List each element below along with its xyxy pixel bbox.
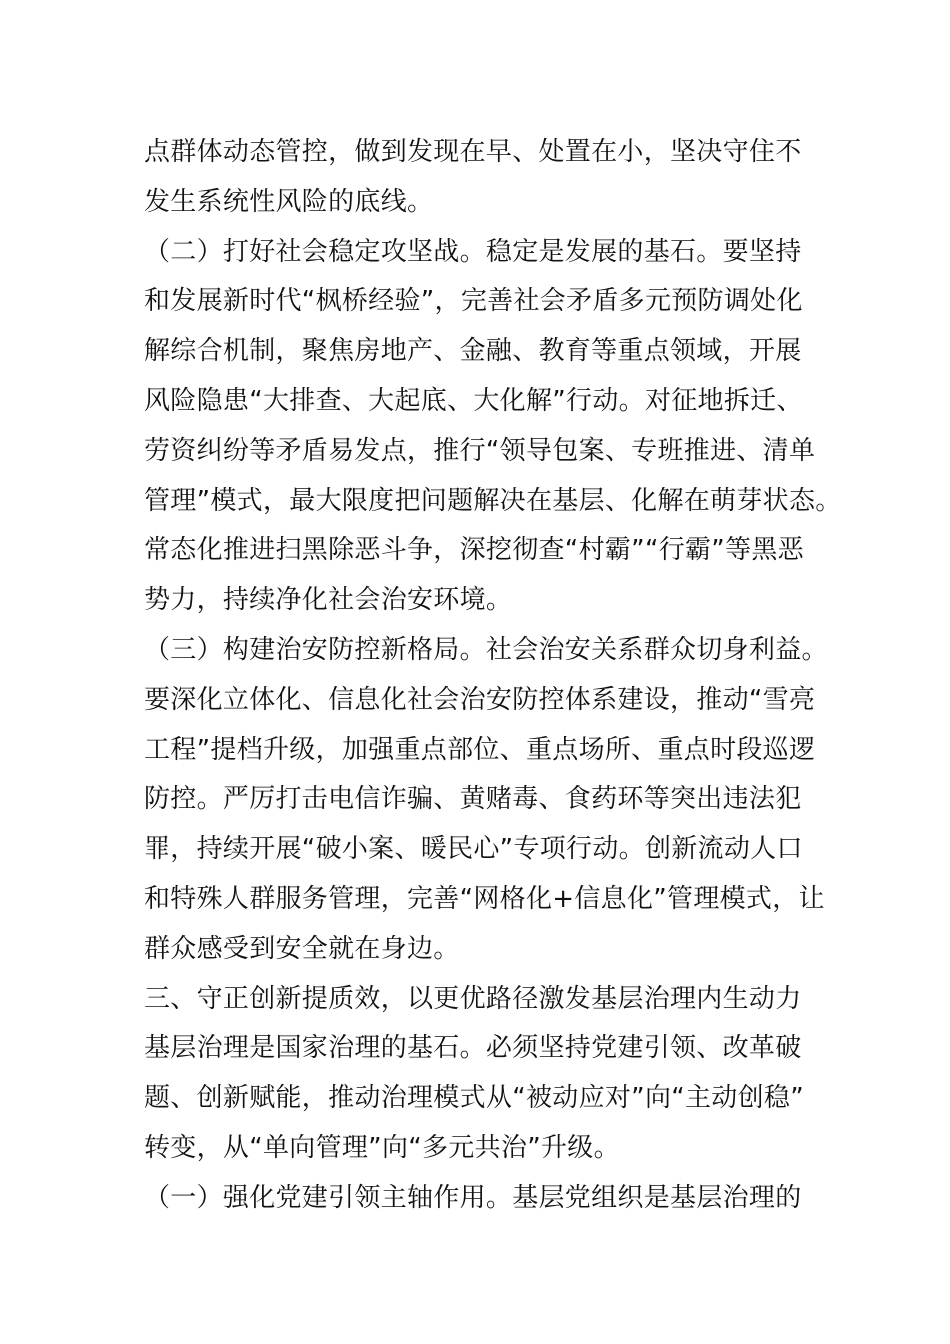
text-line-19: 基层治理是国家治理的基石。必须坚持党建引领、改革破 (144, 1033, 802, 1064)
text-line-13: 工程”提档升级，加强重点部位、重点场所、重点时段巡逻 (144, 734, 816, 765)
text-line-4: 和发展新时代“枫桥经验”，完善社会矛盾多元预防调处化 (144, 286, 803, 317)
text-line-9: 常态化推进扫黑除恶斗争，深挖彻查“村霸”“行霸”等黑恶 (144, 535, 804, 566)
text-line-15: 罪，持续开展“破小案、暖民心”专项行动。创新流动人口 (144, 834, 803, 865)
text-line-7: 劳资纠纷等矛盾易发点，推行“领导包案、专班推进、清单 (144, 435, 816, 466)
chapter-heading-3: 三、守正创新提质效，以更优路径激发基层治理内生动力 (144, 983, 802, 1014)
section-heading-1: （一）强化党建引领主轴作用。基层党组织是基层治理的 (144, 1182, 802, 1213)
text-line-20: 题、创新赋能，推动治理模式从“被动应对”向“主动创稳” (144, 1083, 804, 1114)
section-heading-2: （二）打好社会稳定攻坚战。稳定是发展的基石。要坚持 (144, 236, 802, 267)
text-line-1: 点群体动态管控，做到发现在早、处置在小，坚决守住不 (144, 137, 802, 167)
text-line-17: 群众感受到安全就在身边。 (144, 933, 460, 964)
section-heading-3: （三）构建治安防控新格局。社会治安关系群众切身利益。 (144, 634, 828, 665)
text-line-6: 风险隐患“大排查、大起底、大化解”行动。对征地拆迁、 (144, 385, 803, 416)
text-line-5: 解综合机制，聚焦房地产、金融、教育等重点领域，开展 (144, 336, 802, 367)
body-text (144, 128, 842, 1224)
text-line-8: 管理”模式，最大限度把问题解决在基层、化解在萌芽状态。 (144, 485, 842, 516)
text-line-16: 和特殊人群服务管理，完善“网格化+信息化”管理模式，让 (144, 883, 825, 914)
text-line-12: 要深化立体化、信息化社会治安防控体系建设，推动“雪亮 (144, 684, 816, 715)
text-line-2: 发生系统性风险的底线。 (144, 186, 434, 217)
text-line-21: 转变，从“单向管理”向“多元共治”升级。 (144, 1132, 620, 1163)
text-line-10: 势力，持续净化社会治安环境。 (144, 585, 513, 616)
text-line-14: 防控。严厉打击电信诈骗、黄赌毒、食药环等突出违法犯 (144, 784, 802, 815)
